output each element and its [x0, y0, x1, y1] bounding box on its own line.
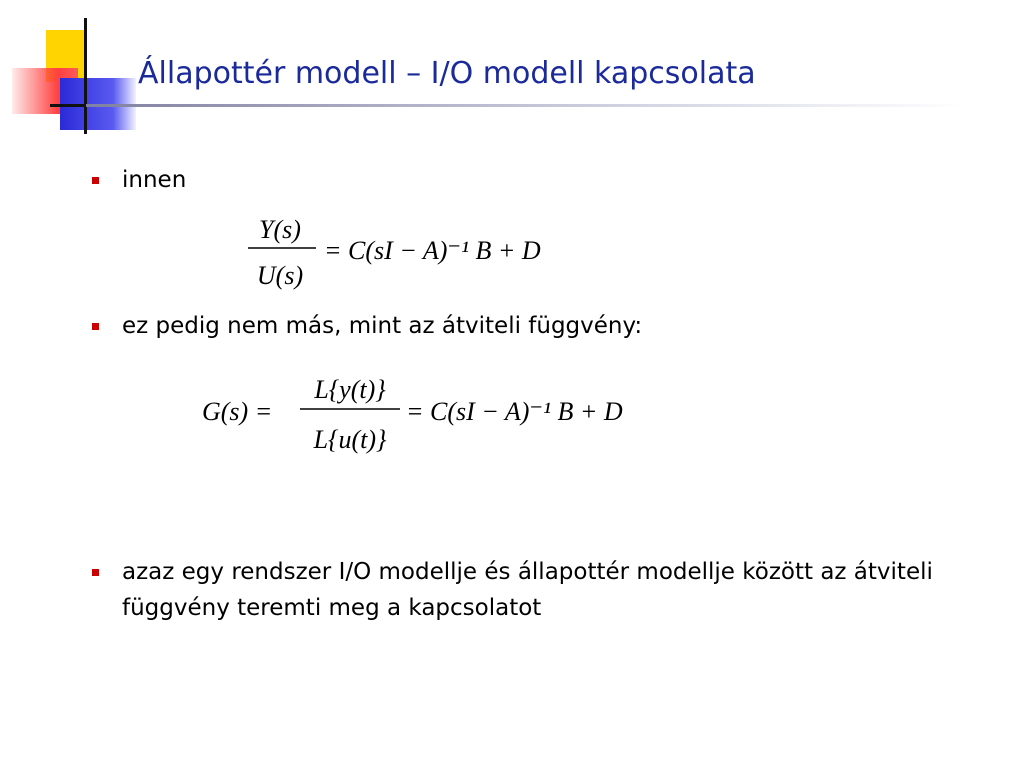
bullet-marker	[92, 569, 99, 576]
bullet-item-2	[92, 308, 642, 344]
eq1-rhs: = C(sI − A)⁻¹ B + D	[324, 236, 541, 265]
equation-transfer-1	[246, 204, 606, 303]
bullet-item-3	[92, 554, 952, 626]
title-underline	[86, 104, 966, 107]
eq2-rhs: = C(sI − A)⁻¹ B + D	[406, 397, 623, 426]
logo-vertical-line	[84, 18, 87, 134]
bullet-text: azaz egy rendszer I/O modellje és állapottér modellje között az átviteli függvény teremti meg a kapcsolatot	[122, 559, 933, 621]
equation-transfer-2	[200, 362, 680, 469]
eq1-denominator: U(s)	[256, 261, 304, 290]
bullet-text: innen	[122, 167, 187, 193]
bullet-marker	[92, 323, 99, 330]
eq1-numerator: Y(s)	[259, 215, 301, 244]
bullet-item-1	[92, 162, 186, 198]
slide-title: Állapottér modell – I/O modell kapcsolata	[138, 56, 756, 91]
eq2-lhs: G(s) =	[202, 397, 273, 426]
bullet-marker	[92, 177, 99, 184]
eq2-numerator: L{y(t)}	[314, 375, 386, 404]
bullet-text: ez pedig nem más, mint az átviteli függvény:	[122, 313, 643, 339]
eq2-denominator: L{u(t)}	[313, 425, 387, 454]
logo-graphic	[0, 0, 140, 140]
